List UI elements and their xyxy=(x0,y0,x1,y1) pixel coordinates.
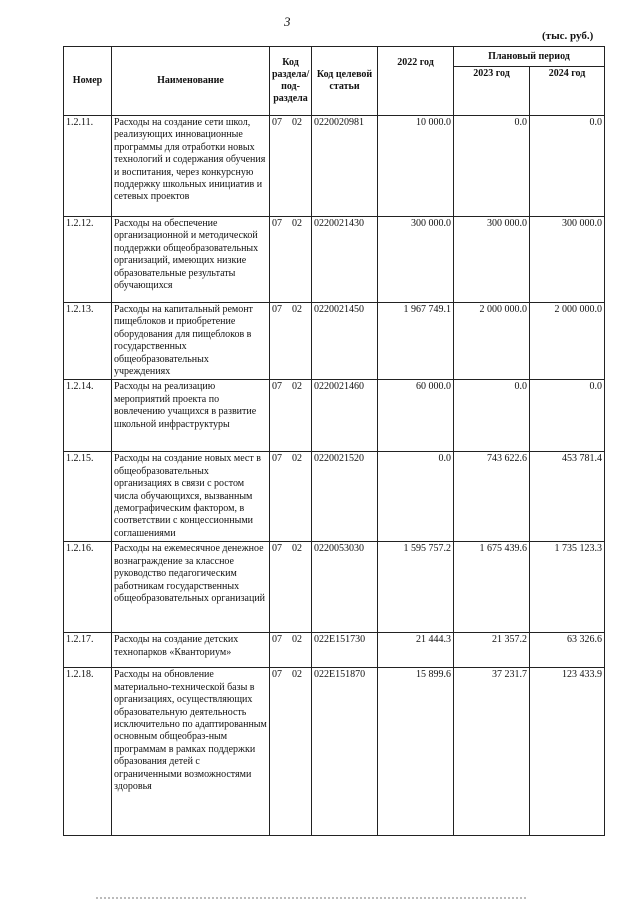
header-section-code: Код раздела/ под-раздела xyxy=(270,47,312,116)
row-number: 1.2.15. xyxy=(64,452,112,542)
row-article-code: 0220053030 xyxy=(312,542,378,633)
row-subsection: 02 xyxy=(292,669,302,681)
row-value-2024: 0.0 xyxy=(530,116,605,217)
row-number: 1.2.11. xyxy=(64,116,112,217)
row-section-code xyxy=(270,380,312,452)
row-value-2023: 21 357.2 xyxy=(454,633,530,668)
row-section-code xyxy=(270,668,312,836)
row-value-2022: 60 000.0 xyxy=(378,380,454,452)
table-row xyxy=(64,633,605,668)
header-article-code: Код целевой статьи xyxy=(312,47,378,116)
row-value-2022: 1 967 749.1 xyxy=(378,303,454,380)
table-row xyxy=(64,452,605,542)
header-year-2024: 2024 год xyxy=(530,67,605,116)
row-section-code xyxy=(270,217,312,303)
row-number: 1.2.13. xyxy=(64,303,112,380)
row-section-code xyxy=(270,452,312,542)
header-year-2023: 2023 год xyxy=(454,67,530,116)
row-section-code xyxy=(270,303,312,380)
row-section: 07 xyxy=(272,381,282,393)
scan-artifact xyxy=(96,897,526,903)
row-section-code xyxy=(270,633,312,668)
row-article-code: 0220021520 xyxy=(312,452,378,542)
row-section: 07 xyxy=(272,669,282,681)
row-section: 07 xyxy=(272,453,282,465)
row-article-code: 0220021430 xyxy=(312,217,378,303)
row-subsection: 02 xyxy=(292,634,302,646)
table-row xyxy=(64,542,605,633)
row-section: 07 xyxy=(272,634,282,646)
row-article-code: 0220021450 xyxy=(312,303,378,380)
row-number: 1.2.18. xyxy=(64,668,112,836)
row-section: 07 xyxy=(272,117,282,128)
row-value-2022: 300 000.0 xyxy=(378,217,454,303)
header-year-2022: 2022 год xyxy=(378,47,454,116)
row-name: Расходы на создание сети школ, реализующих инновационные программы для отработки новых технологий и содержания обучения и воспитания, через конкурсную поддержку школьных инициатив и сетевых проектов xyxy=(112,116,270,217)
header-number: Номер xyxy=(64,47,112,116)
row-name: Расходы на реализацию мероприятий проекта по вовлечению учащихся в развитие школьной инфраструктуры xyxy=(112,380,270,452)
row-value-2024: 63 326.6 xyxy=(530,633,605,668)
row-number: 1.2.14. xyxy=(64,380,112,452)
table-row xyxy=(64,217,605,303)
header-plan-period: Плановый период xyxy=(454,47,605,67)
budget-table xyxy=(63,46,605,836)
row-section: 07 xyxy=(272,543,282,555)
row-value-2024: 0.0 xyxy=(530,380,605,452)
row-value-2023: 0.0 xyxy=(454,380,530,452)
row-value-2024: 1 735 123.3 xyxy=(530,542,605,633)
row-number: 1.2.12. xyxy=(64,217,112,303)
row-subsection: 02 xyxy=(292,543,302,555)
row-section: 07 xyxy=(272,218,282,229)
row-value-2024: 123 433.9 xyxy=(530,668,605,836)
row-value-2023: 0.0 xyxy=(454,116,530,217)
row-article-code: 0220020981 xyxy=(312,116,378,217)
table-row xyxy=(64,380,605,452)
header-name: Наименование xyxy=(112,47,270,116)
row-subsection: 02 xyxy=(292,304,302,315)
row-name: Расходы на обеспечение организационной и методической поддержки общеобразовательных организаций, имеющих низкие образовательные результаты обучающихся xyxy=(112,217,270,303)
row-value-2022: 10 000.0 xyxy=(378,116,454,217)
row-subsection: 02 xyxy=(292,453,302,465)
row-number: 1.2.16. xyxy=(64,542,112,633)
units-label: (тыс. руб.) xyxy=(542,30,594,42)
row-value-2022: 15 899.6 xyxy=(378,668,454,836)
row-name: Расходы на ежемесячное денежное вознаграждение за классное руководство педагогическим работникам государственных общеобразовательных организаций xyxy=(112,542,270,633)
table-row xyxy=(64,303,605,380)
row-number: 1.2.17. xyxy=(64,633,112,668)
row-value-2023: 2 000 000.0 xyxy=(454,303,530,380)
row-value-2022: 1 595 757.2 xyxy=(378,542,454,633)
row-value-2023: 37 231.7 xyxy=(454,668,530,836)
row-section-code xyxy=(270,542,312,633)
row-article-code: 0220021460 xyxy=(312,380,378,452)
row-value-2022: 21 444.3 xyxy=(378,633,454,668)
row-value-2023: 300 000.0 xyxy=(454,217,530,303)
table-row xyxy=(64,116,605,217)
row-section: 07 xyxy=(272,304,282,315)
row-section-code xyxy=(270,116,312,217)
page-number: 3 xyxy=(284,14,291,29)
row-value-2024: 453 781.4 xyxy=(530,452,605,542)
row-value-2022: 0.0 xyxy=(378,452,454,542)
row-name: Расходы на создание детских технопарков «Кванториум» xyxy=(112,633,270,668)
row-subsection: 02 xyxy=(292,218,302,229)
row-article-code: 022E151870 xyxy=(312,668,378,836)
table-row xyxy=(64,668,605,836)
row-name: Расходы на капитальный ремонт пищеблоков и приобретение оборудования для пищеблоков в государственных общеобразовательных учреждениях xyxy=(112,303,270,380)
row-subsection: 02 xyxy=(292,117,302,128)
row-name: Расходы на обновление материально-технической базы в организациях, осуществляющих образовательную деятельность исключительно по адаптированным основным общеобраз-ным программам в рамках поддержки образования детей с ограниченными возможностями здоровья xyxy=(112,668,270,836)
row-subsection: 02 xyxy=(292,381,302,393)
row-value-2024: 2 000 000.0 xyxy=(530,303,605,380)
row-article-code: 022E151730 xyxy=(312,633,378,668)
row-value-2024: 300 000.0 xyxy=(530,217,605,303)
row-value-2023: 743 622.6 xyxy=(454,452,530,542)
row-value-2023: 1 675 439.6 xyxy=(454,542,530,633)
row-name: Расходы на создание новых мест в общеобразовательных организациях в связи с ростом числа обучающихся, вызванным демографическим фактором, в соответствии с концессионными соглашениями xyxy=(112,452,270,542)
